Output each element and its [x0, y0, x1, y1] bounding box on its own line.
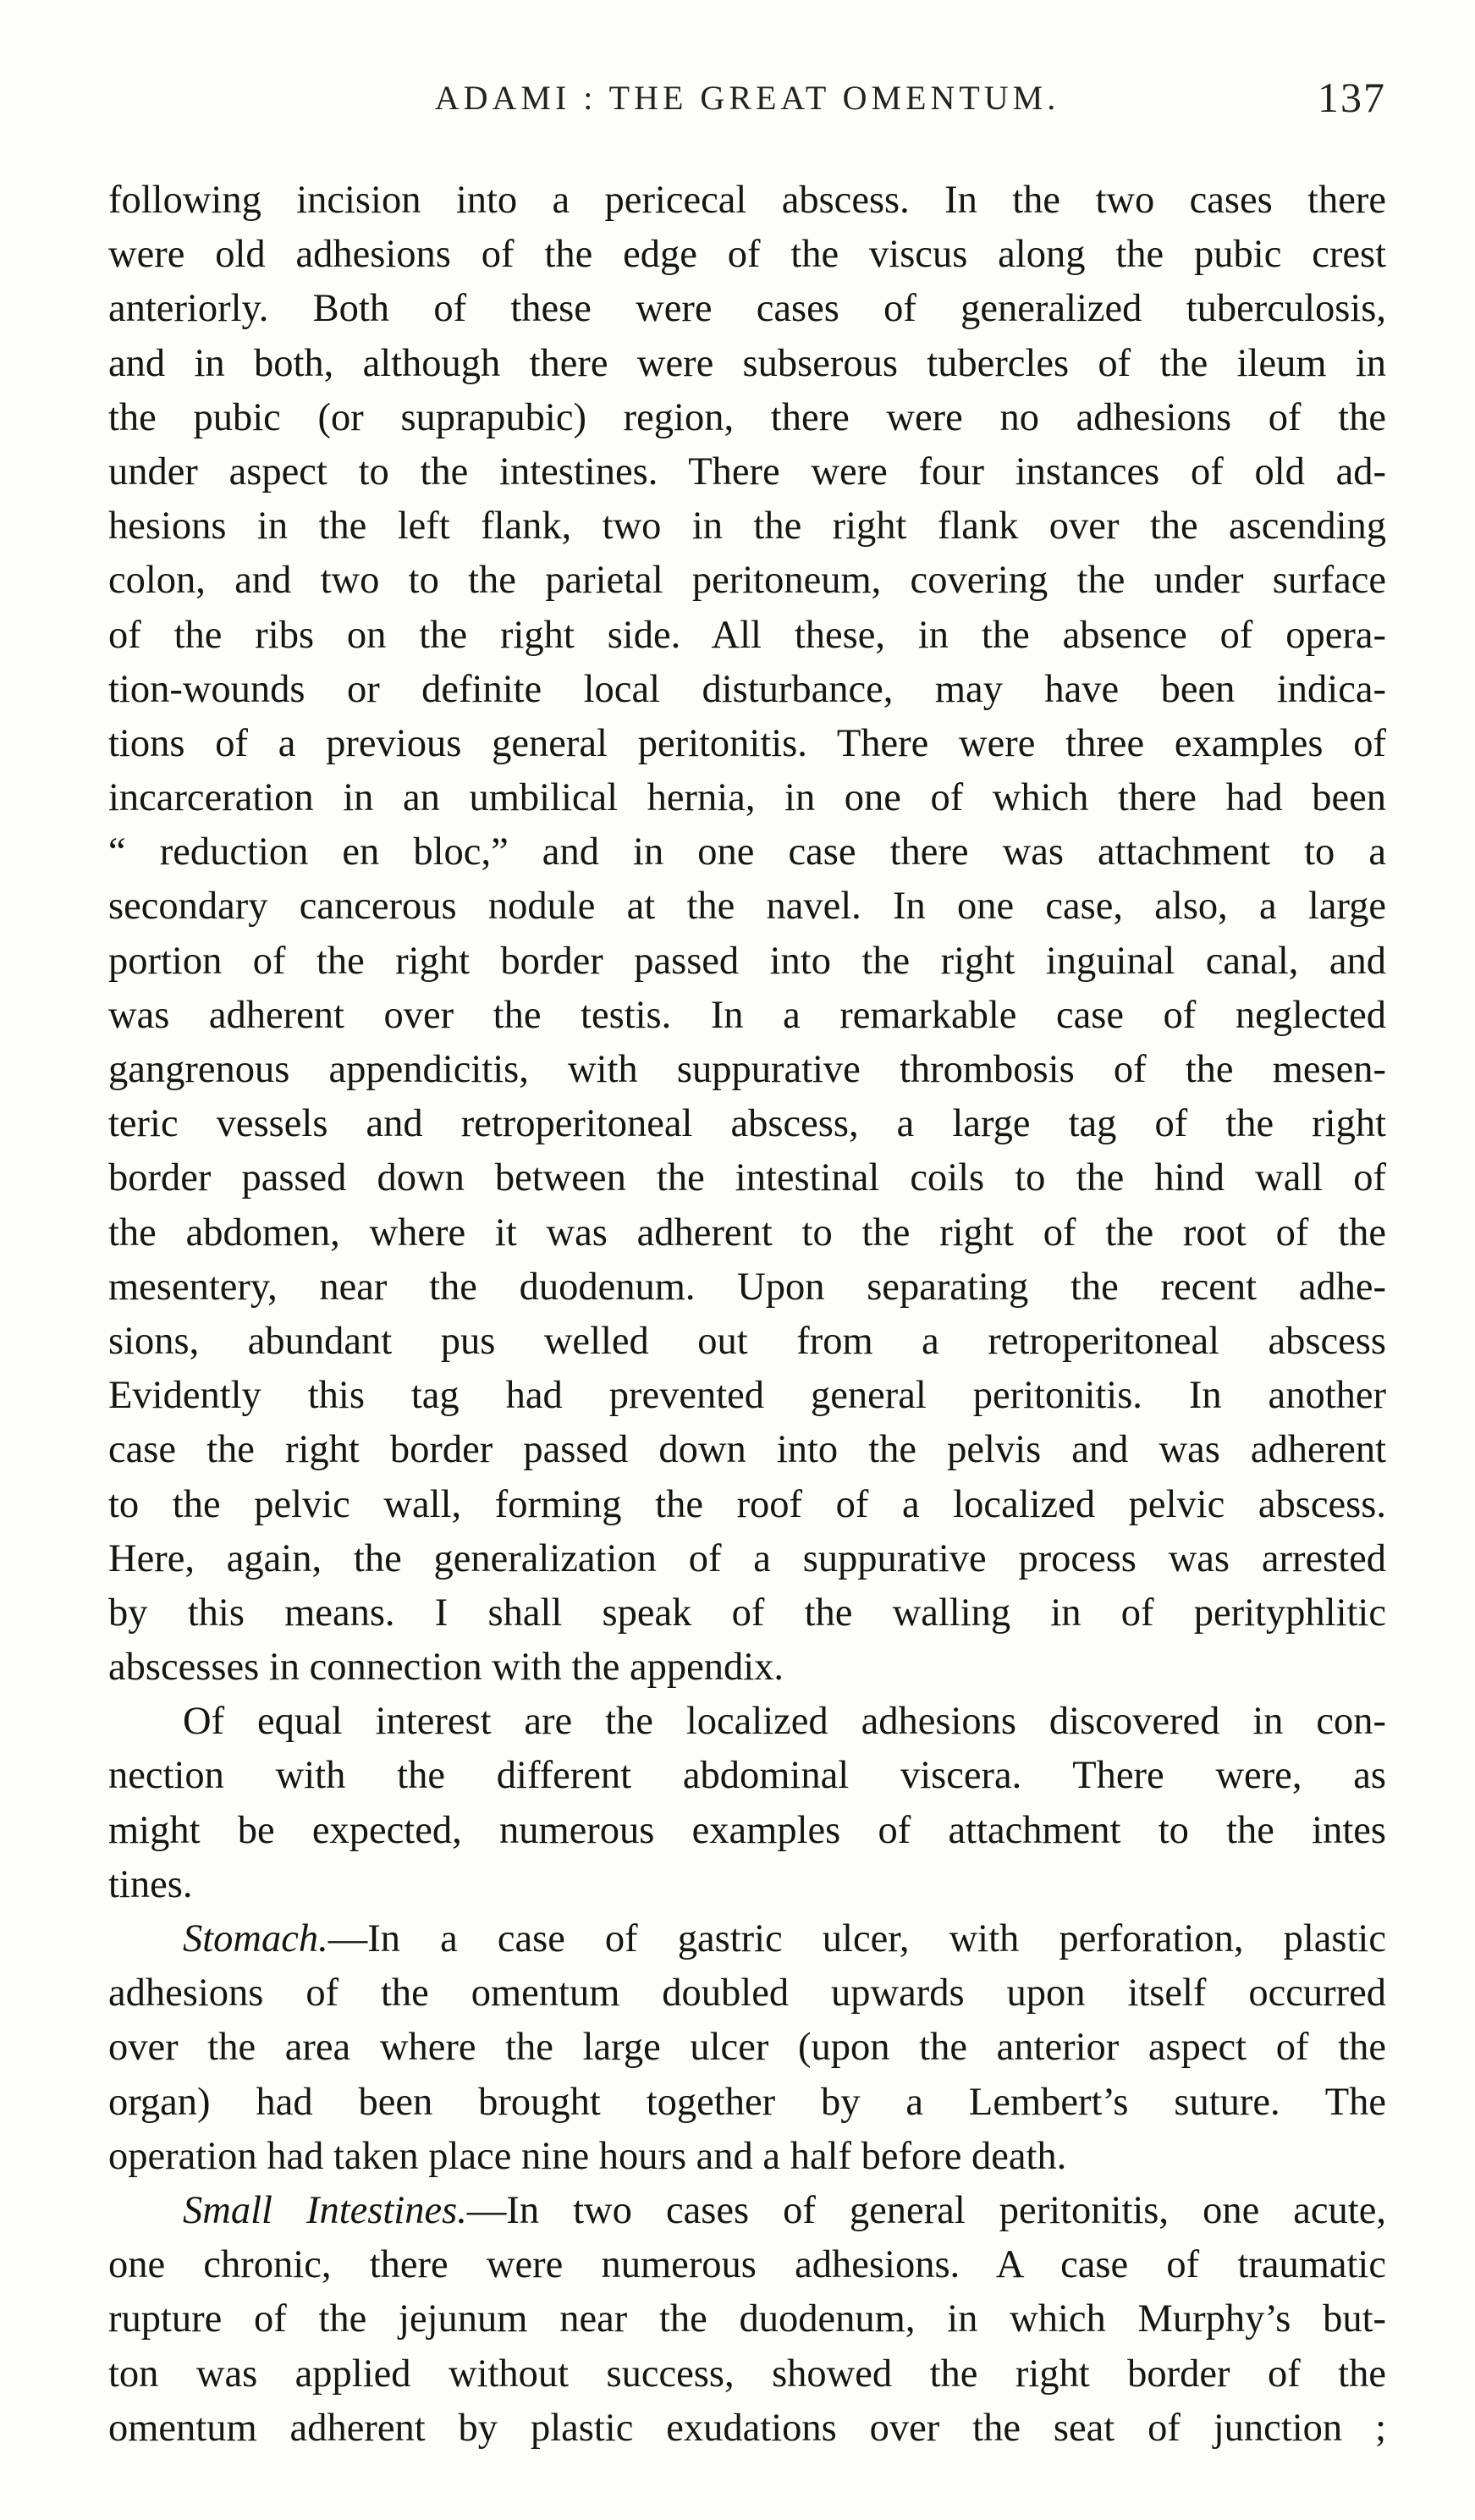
text-line: tines.	[108, 1862, 193, 1906]
text-line: sions, abundant pus welled out from a retroperitoneal abscess	[108, 1319, 1386, 1363]
text-line: under aspect to the intestines. There were four instances of old ad-	[108, 449, 1386, 494]
stomach-text: —In a case of gastric ulcer, with perforation, plastic	[327, 1917, 1386, 1960]
text-line: hesions in the left flank, two in the right flank over the ascending	[108, 505, 1386, 549]
stomach-paragraph-start	[108, 1912, 1386, 1966]
running-title: ADAMI : THE GREAT OMENTUM.	[434, 79, 1060, 117]
text-line: and in both, although there were subserous tubercles of the ileum in	[108, 341, 1386, 385]
text-line: were old adhesions of the edge of the viscus along the pubic crest	[108, 233, 1386, 277]
text-line: case the right border passed down into the pelvis and was adherent	[108, 1428, 1386, 1472]
page-header	[108, 74, 1386, 129]
text-line: by this means. I shall speak of the walling in of perityphlitic	[108, 1591, 1386, 1635]
text-line: the pubic (or suprapubic) region, there were no adhesions of the	[108, 395, 1386, 439]
text-line: mesentery, near the duodenum. Upon separating the recent adhe-	[108, 1265, 1386, 1309]
body-text	[108, 174, 1386, 2456]
text-line: omentum adherent by plastic exudations over the seat of junction ;	[108, 2406, 1386, 2450]
small-intestines-heading: Small Intestines.	[183, 2188, 467, 2232]
text-line: tion-wounds or definite local disturbance, may have been indica-	[108, 667, 1386, 711]
text-line: incarceration in an umbilical hernia, in one of which there had been	[108, 776, 1386, 820]
text-line: colon, and two to the parietal peritoneum, covering the under surface	[108, 559, 1386, 603]
text-line: secondary cancerous nodule at the navel. In one case, also, a large	[108, 885, 1386, 929]
text-line: nection with the different abdominal viscera. There were, as	[108, 1754, 1386, 1798]
stomach-heading: Stomach.	[183, 1917, 328, 1960]
text-line: teric vessels and retroperitoneal abscess, a large tag of the right	[108, 1102, 1386, 1146]
text-line: operation had taken place nine hours and a half before death.	[108, 2134, 1067, 2178]
text-line: portion of the right border passed into the right inguinal canal, and	[108, 939, 1386, 983]
text-line: Of equal interest are the localized adhesions discovered in con-	[183, 1700, 1386, 1744]
page-number: 137	[1318, 74, 1386, 121]
text-line: Evidently this tag had prevented general peritonitis. In another	[108, 1374, 1386, 1418]
text-line: rupture of the jejunum near the duodenum, in which Murphy’s but-	[108, 2297, 1386, 2341]
small-intestines-paragraph-start	[108, 2184, 1386, 2238]
text-line: to the pelvic wall, forming the roof of a localized pelvic abscess.	[108, 1482, 1386, 1526]
text-line: Here, again, the generalization of a suppurative process was arrested	[108, 1536, 1386, 1580]
small-intestines-text: —In two cases of general peritonitis, one acute,	[466, 2188, 1386, 2232]
text-line: was adherent over the testis. In a remarkable case of neglected	[108, 993, 1386, 1037]
text-line: abscesses in connection with the appendix.	[108, 1646, 784, 1690]
text-line: “ reduction en bloc,” and in one case there was attachment to a	[108, 830, 1386, 874]
text-line: over the area where the large ulcer (upon the anterior aspect of the	[108, 2026, 1386, 2070]
text-line: the abdomen, where it was adherent to the right of the root of the	[108, 1210, 1386, 1254]
text-line: might be expected, numerous examples of attachment to the intes	[108, 1808, 1386, 1852]
text-line: following incision into a pericecal abscess. In the two cases there	[108, 179, 1386, 222]
text-line: organ) had been brought together by a Lembert’s suture. The	[108, 2080, 1386, 2124]
text-line: anteriorly. Both of these were cases of generalized tuberculosis,	[108, 287, 1386, 331]
text-line: one chronic, there were numerous adhesions. A case of traumatic	[108, 2243, 1386, 2287]
text-line: border passed down between the intestinal coils to the hind wall of	[108, 1156, 1386, 1200]
text-line: adhesions of the omentum doubled upwards upon itself occurred	[108, 1971, 1386, 2015]
text-line: of the ribs on the right side. All these, in the absence of opera-	[108, 613, 1386, 657]
text-line: tions of a previous general peritonitis. There were three examples of	[108, 721, 1386, 765]
text-line: ton was applied without success, showed the right border of the	[108, 2352, 1386, 2396]
text-line: gangrenous appendicitis, with suppurative thrombosis of the mesen-	[108, 1048, 1386, 1091]
